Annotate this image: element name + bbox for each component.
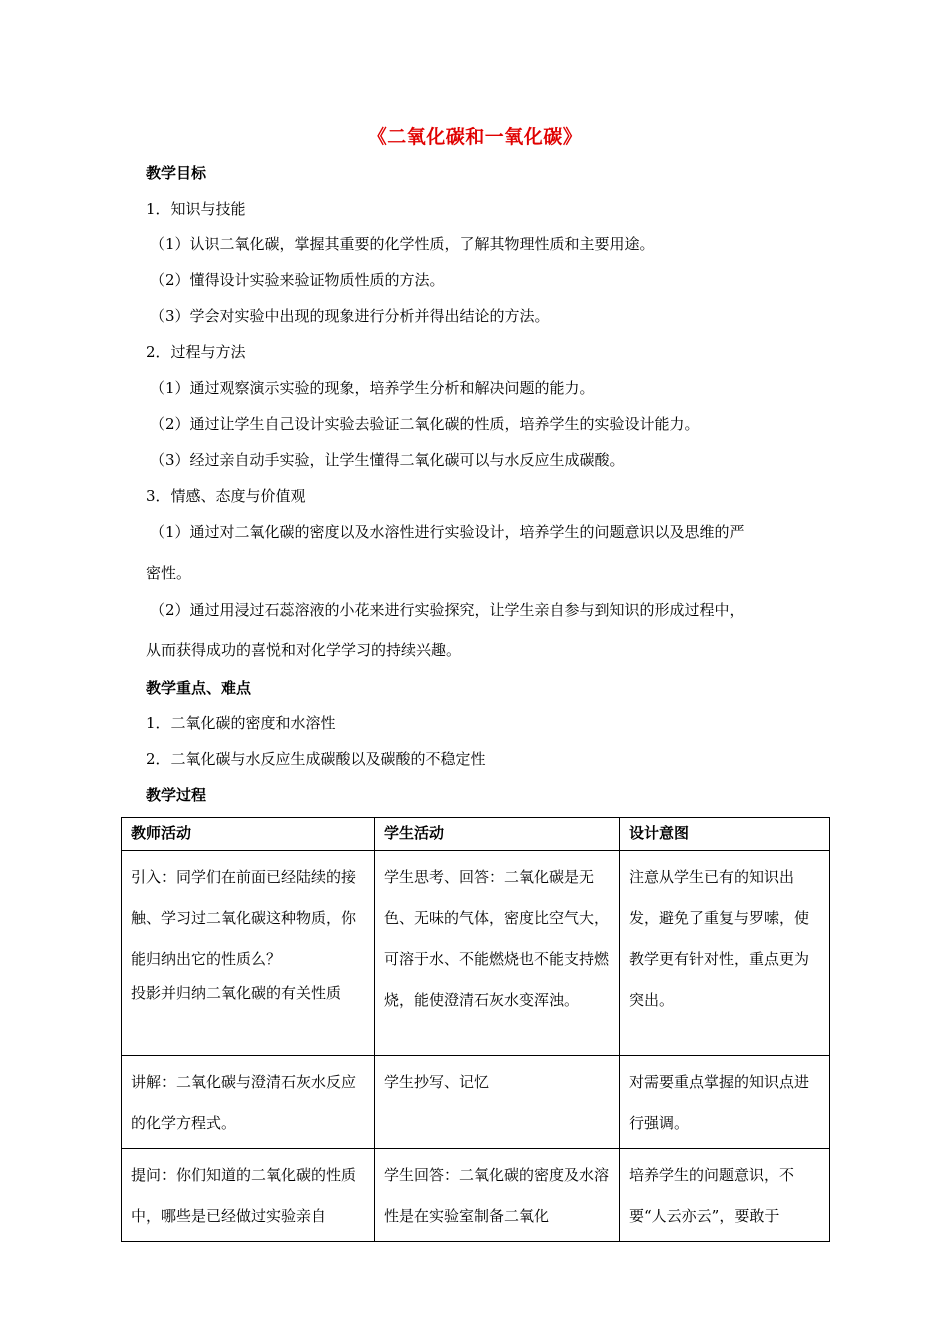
teacher-activity-cell: 讲解：二氧化碳与澄清石灰水反应的化学方程式。	[122, 1056, 375, 1149]
column-header-intent: 设计意图	[620, 818, 830, 851]
emotion-item-1-line-2: 密性。	[146, 564, 192, 582]
document-title: 《二氧化碳和一氧化碳》	[367, 126, 583, 148]
table-header-row	[122, 818, 830, 851]
knowledge-item-2: （2）懂得设计实验来验证物质性质的方法。	[150, 271, 445, 289]
table-row	[122, 1056, 830, 1149]
student-activity-cell: 学生思考、回答：二氧化碳是无色、无味的气体，密度比空气大，可溶于水、不能燃烧也不能支持燃烧，能使澄清石灰水变浑浊。	[375, 851, 620, 1056]
emotion-item-1-line-1: （1）通过对二氧化碳的密度以及水溶性进行实验设计，培养学生的问题意识以及思维的严	[150, 523, 745, 541]
design-intent-cell: 注意从学生已有的知识出发，避免了重复与罗嗦，使教学更有针对性，重点更为突出。	[620, 851, 830, 1056]
column-header-teacher: 教师活动	[122, 818, 375, 851]
process-item-2: （2）通过让学生自己设计实验去验证二氧化碳的性质，培养学生的实验设计能力。	[150, 415, 700, 433]
process-label: 2．过程与方法	[146, 343, 246, 361]
knowledge-item-1: （1）认识二氧化碳，掌握其重要的化学性质，了解其物理性质和主要用途。	[150, 235, 655, 253]
knowledge-label: 1．知识与技能	[146, 200, 246, 218]
objectives-heading: 教学目标	[146, 164, 207, 182]
key-point-1: 1．二氧化碳的密度和水溶性	[146, 714, 336, 732]
key-point-2: 2．二氧化碳与水反应生成碳酸以及碳酸的不稳定性	[146, 750, 486, 768]
process-item-3: （3）经过亲自动手实验，让学生懂得二氧化碳可以与水反应生成碳酸。	[150, 451, 625, 469]
teacher-activity-text: 引入：同学们在前面已经陆续的接触、学习过二氧化碳这种物质，你能归纳出它的性质么？	[131, 868, 357, 968]
table-row	[122, 1149, 830, 1242]
student-activity-cell: 学生抄写、记忆	[375, 1056, 620, 1149]
table-row	[122, 851, 830, 1056]
teacher-activity-text: 投影并归纳二氧化碳的有关性质	[131, 984, 342, 1002]
emotion-item-2-line-2: 从而获得成功的喜悦和对化学学习的持续兴趣。	[146, 641, 462, 659]
teacher-activity-cell: 提问：你们知道的二氧化碳的性质中，哪些是已经做过实验亲自	[122, 1149, 375, 1242]
procedure-table	[121, 817, 830, 1242]
student-activity-cell: 学生回答：二氧化碳的密度及水溶性是在实验室制备二氧化	[375, 1149, 620, 1242]
emotion-item-2-line-1: （2）通过用浸过石蕊溶液的小花来进行实验探究，让学生亲自参与到知识的形成过程中，	[150, 601, 745, 619]
key-points-heading: 教学重点、难点	[146, 679, 252, 697]
procedure-heading: 教学过程	[146, 786, 207, 804]
emotion-label: 3．情感、态度与价值观	[146, 487, 306, 505]
process-item-1: （1）通过观察演示实验的现象，培养学生分析和解决问题的能力。	[150, 379, 595, 397]
design-intent-cell: 培养学生的问题意识，不要“人云亦云”，要敢于	[620, 1149, 830, 1242]
teacher-activity-cell	[122, 851, 375, 1056]
column-header-student: 学生活动	[375, 818, 620, 851]
design-intent-cell: 对需要重点掌握的知识点进行强调。	[620, 1056, 830, 1149]
knowledge-item-3: （3）学会对实验中出现的现象进行分析并得出结论的方法。	[150, 307, 550, 325]
